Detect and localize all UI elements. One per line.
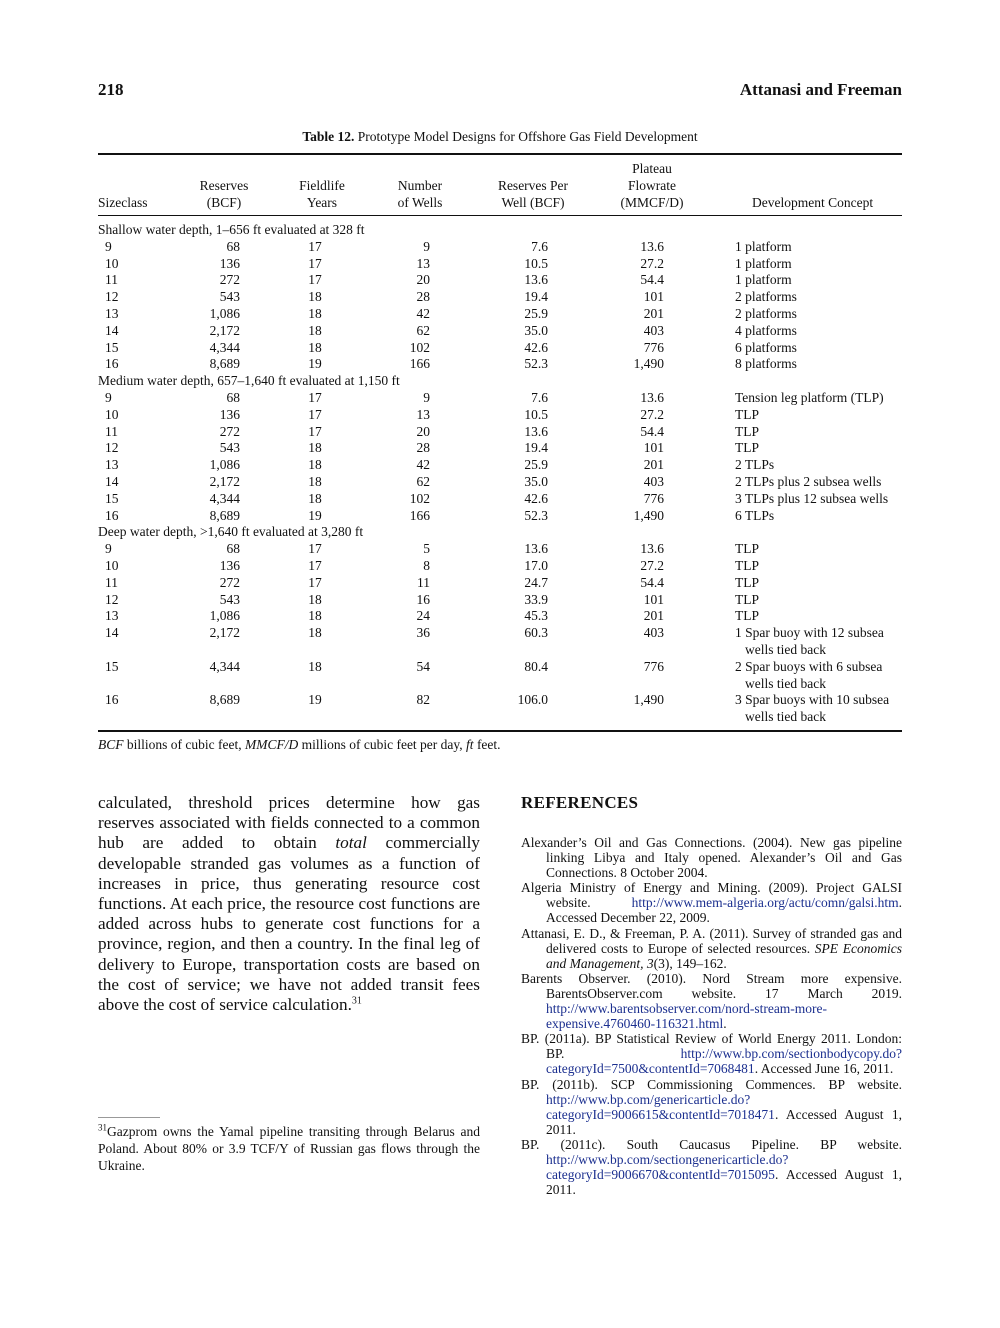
- cell-reserves-per-well: 24.7: [524, 574, 548, 590]
- table-row: [98, 424, 902, 441]
- cell-concept: [735, 457, 903, 474]
- note-segment: billions of cubic feet,: [123, 737, 245, 752]
- cell-wells: 42: [416, 305, 430, 321]
- cell-reserves: 543: [219, 591, 240, 607]
- cell-reserves: 68: [226, 389, 240, 405]
- concept-line: wells tied back: [745, 641, 826, 657]
- concept-line: 4 platforms: [735, 322, 797, 338]
- cell-sizeclass: 14: [105, 322, 119, 338]
- table-row: [98, 592, 902, 609]
- cell-fieldlife: 18: [308, 440, 322, 456]
- footnote-number: 31: [98, 1122, 107, 1133]
- concept-line: TLP: [735, 557, 760, 573]
- reference-text: .: [723, 1016, 727, 1032]
- cell-fieldlife: 18: [308, 490, 322, 506]
- cell-sizeclass: 11: [105, 272, 118, 288]
- concept-line: TLP: [735, 608, 760, 624]
- table-row: [98, 306, 902, 323]
- cell-sizeclass: 15: [105, 339, 119, 355]
- cell-reserves: 8,689: [209, 507, 240, 523]
- cell-flowrate: 54.4: [640, 574, 664, 590]
- cell-reserves-per-well: 33.9: [524, 591, 548, 607]
- cell-reserves-per-well: 17.0: [524, 557, 548, 573]
- cell-concept: [735, 575, 903, 592]
- table-row: [98, 608, 902, 625]
- cell-wells: 28: [416, 440, 430, 456]
- cell-reserves-per-well: 106.0: [517, 692, 548, 708]
- concept-line: wells tied back: [745, 709, 826, 725]
- table-top-rule: [98, 153, 902, 155]
- concept-line: wells tied back: [745, 675, 826, 691]
- cell-reserves: 4,344: [209, 339, 240, 355]
- cell-fieldlife: 17: [308, 255, 322, 271]
- cell-fieldlife: 19: [308, 507, 322, 523]
- cell-flowrate: 101: [643, 289, 664, 305]
- cell-wells: 102: [409, 339, 430, 355]
- cell-concept: [735, 491, 903, 508]
- references-heading: REFERENCES: [521, 793, 639, 812]
- table-caption: [98, 129, 902, 145]
- cell-fieldlife: 18: [308, 591, 322, 607]
- cell-concept: [735, 541, 903, 558]
- cell-reserves-per-well: 13.6: [524, 272, 548, 288]
- reference-item: [521, 1031, 902, 1076]
- cell-reserves-per-well: 25.9: [524, 457, 548, 473]
- cell-sizeclass: 10: [105, 557, 119, 573]
- table-body: [98, 222, 902, 726]
- cell-reserves: 4,344: [209, 658, 240, 674]
- cell-sizeclass: 16: [105, 692, 119, 708]
- concept-line: 2 TLPs plus 2 subsea wells: [735, 473, 882, 489]
- cell-wells: 20: [416, 272, 430, 288]
- cell-reserves-per-well: 19.4: [524, 289, 548, 305]
- concept-line: Tension leg platform (TLP): [735, 389, 884, 405]
- cell-concept: [735, 407, 903, 424]
- cell-reserves: 4,344: [209, 490, 240, 506]
- cell-wells: 9: [423, 389, 430, 405]
- cell-reserves: 543: [219, 440, 240, 456]
- table-section-title: Shallow water depth, 1–656 ft evaluated at 328 ft: [98, 222, 365, 237]
- table-row: [98, 340, 902, 357]
- reference-link[interactable]: http://www.bp.com/sectionbodycopy.do?categoryId=7500&contentId=7068481: [546, 1046, 902, 1077]
- cell-concept: [735, 440, 903, 457]
- table-row: [98, 390, 902, 407]
- cell-fieldlife: 18: [308, 289, 322, 305]
- table-row: [98, 256, 902, 273]
- cell-concept: [735, 558, 903, 575]
- cell-flowrate: 403: [643, 322, 664, 338]
- cell-reserves-per-well: 7.6: [531, 389, 548, 405]
- cell-sizeclass: 10: [105, 255, 119, 271]
- reference-text: Alexander’s Oil and Gas Connections. (2004). New gas pipeline linking Libya and Italy opened. Alexander’s Oil and Gas Connections. 8 October 2004.: [521, 835, 902, 881]
- reference-text: (3), 149–162.: [653, 955, 727, 971]
- cell-wells: 166: [409, 507, 430, 523]
- cell-concept: [735, 659, 903, 693]
- cell-fieldlife: 17: [308, 574, 322, 590]
- cell-flowrate: 1,490: [633, 356, 664, 372]
- cell-sizeclass: 11: [105, 423, 118, 439]
- table-label: Table 12.: [302, 129, 355, 144]
- cell-reserves: 272: [219, 423, 240, 439]
- table-row: [98, 289, 902, 306]
- cell-reserves: 68: [226, 238, 240, 254]
- cell-flowrate: 13.6: [640, 389, 664, 405]
- cell-wells: 8: [423, 557, 430, 573]
- cell-concept: [735, 390, 903, 407]
- concept-line: 8 platforms: [735, 356, 797, 372]
- cell-wells: 13: [416, 406, 430, 422]
- cell-fieldlife: 19: [308, 692, 322, 708]
- reference-list: [521, 835, 902, 1197]
- concept-line: 6 platforms: [735, 339, 797, 355]
- reference-text: BP. (2011c). South Caucasus Pipeline. BP website.: [521, 1136, 902, 1152]
- cell-sizeclass: 15: [105, 658, 119, 674]
- cell-flowrate: 13.6: [640, 541, 664, 557]
- cell-flowrate: 776: [643, 490, 664, 506]
- cell-wells: 102: [409, 490, 430, 506]
- cell-sizeclass: 9: [105, 541, 112, 557]
- running-head: [98, 80, 902, 102]
- reference-text: . Accessed August 1, 2011.: [546, 1106, 902, 1137]
- concept-line: 3 Spar buoys with 10 subsea: [735, 692, 890, 708]
- concept-line: TLP: [735, 440, 760, 456]
- table-section-title: Deep water depth, >1,640 ft evaluated at 3,280 ft: [98, 524, 364, 540]
- table-row: [98, 541, 902, 558]
- table-row: [98, 491, 902, 508]
- cell-reserves-per-well: 80.4: [524, 658, 548, 674]
- cell-sizeclass: 10: [105, 406, 119, 422]
- reference-journal: SPE Economics and Management, 3: [546, 940, 902, 971]
- cell-reserves-per-well: 52.3: [524, 507, 548, 523]
- cell-reserves-per-well: 60.3: [524, 625, 548, 641]
- table-section-title: Medium water depth, 657–1,640 ft evaluated at 1,150 ft: [98, 373, 400, 389]
- cell-reserves: 8,689: [209, 356, 240, 372]
- cell-sizeclass: 13: [105, 457, 119, 473]
- reference-text: Barents Observer. (2010). Nord Stream more expensive. BarentsObserver.com website. 17 March 2019.: [521, 970, 902, 1001]
- cell-concept: [735, 508, 903, 525]
- table-row: [98, 272, 902, 289]
- reference-text: BP. (2011b). SCP Commissioning Commences. BP website.: [521, 1076, 902, 1092]
- cell-sizeclass: 14: [105, 473, 119, 489]
- concept-line: 1 Spar buoy with 12 subsea: [735, 625, 884, 641]
- cell-wells: 9: [423, 238, 430, 254]
- header-sizeclass: Sizeclass: [98, 195, 148, 210]
- cell-flowrate: 101: [643, 591, 664, 607]
- concept-line: 1 platform: [735, 272, 792, 288]
- cell-reserves-per-well: 42.6: [524, 339, 548, 355]
- cell-reserves: 1,086: [209, 457, 240, 473]
- cell-sizeclass: 12: [105, 591, 119, 607]
- cell-wells: 5: [423, 541, 430, 557]
- table-row: [98, 356, 902, 373]
- cell-reserves: 543: [219, 289, 240, 305]
- cell-fieldlife: 18: [308, 625, 322, 641]
- reference-item: [521, 835, 902, 880]
- header-wells: Number of Wells: [397, 178, 443, 210]
- cell-flowrate: 54.4: [640, 272, 664, 288]
- cell-reserves-per-well: 10.5: [524, 255, 548, 271]
- header-flowrate: Plateau Flowrate (MMCF/D): [620, 161, 684, 210]
- concept-line: TLP: [735, 574, 760, 590]
- concept-line: 1 platform: [735, 238, 792, 254]
- table-header-rule: [98, 215, 902, 216]
- cell-sizeclass: 14: [105, 625, 119, 641]
- cell-fieldlife: 18: [308, 339, 322, 355]
- cell-fieldlife: 18: [308, 457, 322, 473]
- concept-line: 2 TLPs: [735, 457, 775, 473]
- cell-fieldlife: 18: [308, 322, 322, 338]
- cell-sizeclass: 13: [105, 305, 119, 321]
- cell-reserves: 68: [226, 541, 240, 557]
- cell-reserves-per-well: 25.9: [524, 305, 548, 321]
- cell-fieldlife: 18: [308, 473, 322, 489]
- table-row: [98, 457, 902, 474]
- reference-text: . Accessed June 16, 2011.: [754, 1061, 894, 1077]
- cell-concept: [735, 608, 903, 625]
- cell-reserves-per-well: 52.3: [524, 356, 548, 372]
- cell-flowrate: 201: [643, 457, 664, 473]
- cell-flowrate: 101: [643, 440, 664, 456]
- cell-concept: [735, 289, 903, 306]
- reference-text: Algeria Ministry of Energy and Mining. (2009). Project GALSI website.: [521, 880, 902, 911]
- cell-reserves: 272: [219, 574, 240, 590]
- footnote-marker: 31: [351, 995, 362, 1007]
- cell-flowrate: 27.2: [640, 255, 664, 271]
- cell-flowrate: 27.2: [640, 557, 664, 573]
- cell-wells: 36: [416, 625, 430, 641]
- cell-sizeclass: 13: [105, 608, 119, 624]
- table-row: [98, 239, 902, 256]
- table-footnote: [98, 737, 501, 753]
- reference-link[interactable]: http://www.barentsobserver.com/nord-stream-more-expensive.4760460-116321.html: [546, 1001, 828, 1032]
- cell-reserves-per-well: 13.6: [524, 541, 548, 557]
- cell-wells: 62: [416, 473, 430, 489]
- concept-line: 2 platforms: [735, 305, 797, 321]
- note-segment: ft: [466, 737, 474, 752]
- cell-wells: 16: [416, 591, 430, 607]
- cell-reserves: 136: [219, 557, 240, 573]
- cell-flowrate: 201: [643, 305, 664, 321]
- note-segment: BCF: [98, 737, 124, 752]
- table-row: [98, 558, 902, 575]
- cell-reserves: 2,172: [209, 625, 240, 641]
- concept-line: 3 TLPs plus 12 subsea wells: [735, 490, 889, 506]
- table-row: [98, 508, 902, 525]
- cell-fieldlife: 18: [308, 658, 322, 674]
- cell-fieldlife: 17: [308, 406, 322, 422]
- cell-reserves-per-well: 7.6: [531, 238, 548, 254]
- reference-item: [521, 880, 902, 925]
- concept-line: TLP: [735, 591, 760, 607]
- cell-reserves-per-well: 42.6: [524, 490, 548, 506]
- reference-item: [521, 926, 902, 971]
- table-row: [98, 474, 902, 491]
- cell-concept: [735, 272, 903, 289]
- concept-line: TLP: [735, 423, 760, 439]
- cell-concept: [735, 239, 903, 256]
- reference-item: [521, 971, 902, 1031]
- cell-concept: [735, 592, 903, 609]
- table-row: [98, 440, 902, 457]
- cell-wells: 166: [409, 356, 430, 372]
- cell-flowrate: 403: [643, 473, 664, 489]
- cell-concept: [735, 625, 903, 659]
- footnote-rule: [98, 1117, 160, 1118]
- concept-line: TLP: [735, 406, 760, 422]
- cell-reserves: 2,172: [209, 473, 240, 489]
- body-paragraph: calculated, threshold prices determine how gas reserves associated with fields connected to a common hub are added to obtain total commercially developable stranded gas volumes as a function of increases in price, thus generating resource cost functions. At each price, the resource cost functions are added across hubs to generate cost functions for a province, region, and then a country. In the final leg of delivery to Europe, transportation costs are based on the cost of service; we have not added transit fees above the cost of service calculation.$^{31}$: [98, 793, 480, 1015]
- cell-concept: [735, 323, 903, 340]
- concept-line: 1 platform: [735, 255, 792, 271]
- concept-line: 2 Spar buoys with 6 subsea: [735, 658, 883, 674]
- page-number: 218: [98, 80, 124, 99]
- cell-reserves-per-well: 35.0: [524, 473, 548, 489]
- cell-concept: [735, 424, 903, 441]
- concept-line: TLP: [735, 541, 760, 557]
- cell-wells: 62: [416, 322, 430, 338]
- cell-wells: 24: [416, 608, 430, 624]
- reference-text: . Accessed August 1, 2011.: [546, 1167, 902, 1198]
- cell-concept: [735, 474, 903, 491]
- cell-wells: 13: [416, 255, 430, 271]
- table-bottom-rule: [98, 730, 902, 732]
- concept-line: 2 platforms: [735, 289, 797, 305]
- cell-wells: 20: [416, 423, 430, 439]
- cell-flowrate: 403: [643, 625, 664, 641]
- cell-fieldlife: 17: [308, 238, 322, 254]
- table-row: [98, 575, 902, 592]
- cell-reserves-per-well: 13.6: [524, 423, 548, 439]
- cell-sizeclass: 12: [105, 440, 119, 456]
- note-segment: feet.: [473, 737, 501, 752]
- footnote: [98, 1123, 480, 1174]
- table-row: [98, 407, 902, 424]
- header-fieldlife: Fieldlife Years: [299, 178, 345, 210]
- table-title: Prototype Model Designs for Offshore Gas Field Development: [357, 129, 698, 144]
- cell-reserves: 1,086: [209, 608, 240, 624]
- reference-item: [521, 1077, 902, 1137]
- cell-fieldlife: 17: [308, 541, 322, 557]
- cell-sizeclass: 11: [105, 574, 118, 590]
- reference-link[interactable]: http://www.mem-algeria.org/actu/comn/galsi.htm: [631, 895, 899, 911]
- cell-sizeclass: 9: [105, 389, 112, 405]
- cell-fieldlife: 19: [308, 356, 322, 372]
- table-row: [98, 692, 902, 726]
- header-reserves-per-well: Reserves Per Well (BCF): [497, 178, 569, 210]
- cell-wells: 28: [416, 289, 430, 305]
- cell-reserves-per-well: 35.0: [524, 322, 548, 338]
- table-row: [98, 659, 902, 693]
- concept-line: 6 TLPs: [735, 507, 775, 523]
- cell-sizeclass: 16: [105, 356, 119, 372]
- cell-flowrate: 27.2: [640, 406, 664, 422]
- reference-text: Attanasi, E. D., & Freeman, P. A. (2011). Survey of stranded gas and delivered costs to Europe of selected resources.: [521, 925, 902, 956]
- cell-sizeclass: 12: [105, 289, 119, 305]
- cell-concept: [735, 306, 903, 323]
- table-row: [98, 625, 902, 659]
- reference-item: [521, 1137, 902, 1197]
- reference-text: BP. (2011a). BP Statistical Review of World Energy 2011. London: BP.: [521, 1031, 902, 1062]
- cell-reserves: 272: [219, 272, 240, 288]
- cell-flowrate: 13.6: [640, 238, 664, 254]
- cell-flowrate: 1,490: [633, 507, 664, 523]
- cell-wells: 11: [417, 574, 430, 590]
- note-segment: MMCF/D: [244, 737, 299, 752]
- cell-sizeclass: 16: [105, 507, 119, 523]
- cell-reserves-per-well: 10.5: [524, 406, 548, 422]
- cell-flowrate: 776: [643, 658, 664, 674]
- cell-fieldlife: 17: [308, 272, 322, 288]
- cell-fieldlife: 17: [308, 389, 322, 405]
- cell-reserves: 136: [219, 406, 240, 422]
- cell-flowrate: 776: [643, 339, 664, 355]
- reference-text: . Accessed December 22, 2009.: [546, 895, 902, 926]
- reference-link[interactable]: http://www.bp.com/sectiongenericarticle.do?categoryId=9006670&contentId=7015095: [546, 1151, 789, 1183]
- cell-reserves: 8,689: [209, 692, 240, 708]
- cell-flowrate: 201: [643, 608, 664, 624]
- cell-fieldlife: 17: [308, 557, 322, 573]
- cell-reserves: 136: [219, 255, 240, 271]
- cell-sizeclass: 9: [105, 238, 112, 254]
- note-segment: millions of cubic feet per day,: [298, 737, 467, 752]
- cell-concept: [735, 356, 903, 373]
- cell-flowrate: 1,490: [633, 692, 664, 708]
- footnote-text: Gazprom owns the Yamal pipeline transiting through Belarus and Poland. About 80% or 3.9 TCF/Y of Russian gas flows through the Ukraine.: [98, 1124, 480, 1173]
- cell-wells: 54: [416, 658, 430, 674]
- cell-fieldlife: 18: [308, 305, 322, 321]
- cell-fieldlife: 17: [308, 423, 322, 439]
- cell-concept: [735, 340, 903, 357]
- reference-link[interactable]: http://www.bp.com/genericarticle.do?categoryId=9006615&contentId=7018471: [546, 1091, 775, 1122]
- cell-reserves: 1,086: [209, 305, 240, 321]
- header-concept: Development Concept: [752, 195, 874, 210]
- cell-wells: 82: [416, 692, 430, 708]
- cell-concept: [735, 256, 903, 273]
- cell-flowrate: 54.4: [640, 423, 664, 439]
- cell-reserves: 2,172: [209, 322, 240, 338]
- cell-reserves-per-well: 45.3: [524, 608, 548, 624]
- cell-reserves-per-well: 19.4: [524, 440, 548, 456]
- header-reserves: Reserves (BCF): [199, 178, 249, 210]
- table-row: [98, 323, 902, 340]
- cell-sizeclass: 15: [105, 490, 119, 506]
- cell-wells: 42: [416, 457, 430, 473]
- running-head-authors: Attanasi and Freeman: [739, 80, 902, 99]
- cell-concept: [735, 692, 903, 726]
- cell-fieldlife: 18: [308, 608, 322, 624]
